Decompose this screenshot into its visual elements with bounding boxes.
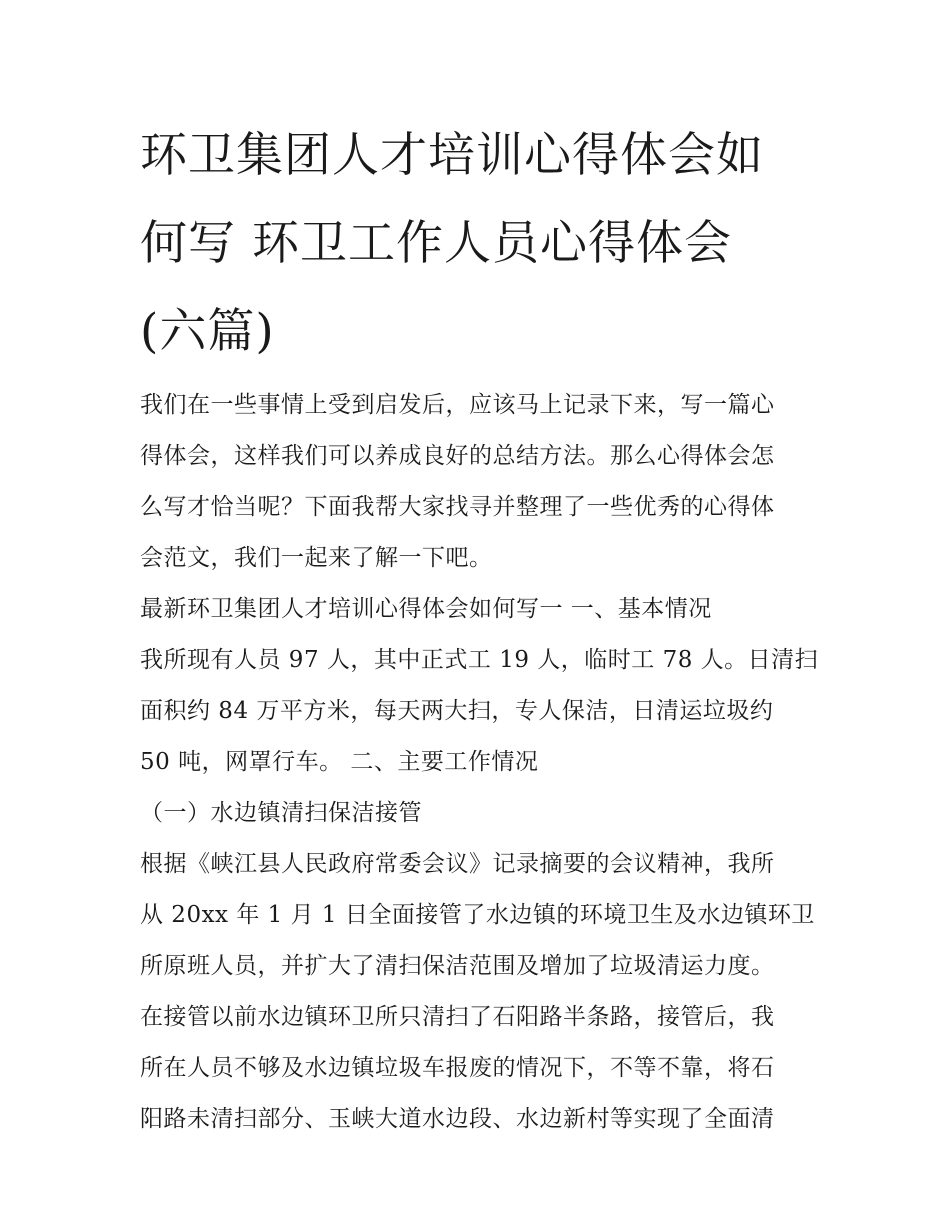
text-line: 面积约 84 万平方米，每天两大扫，专人保洁，日清运垃圾约	[140, 698, 774, 724]
subsection-heading	[140, 788, 820, 839]
text-line: 最新环卫集团人才培训心得体会如何写一 一、基本情况	[140, 596, 712, 622]
text-line: 我所现有人员 97 人，其中正式工 19 人，临时工 78 人。日清扫	[140, 647, 819, 673]
takeover-paragraph	[140, 839, 820, 1145]
text-line: 所在人员不够及水边镇垃圾车报废的情况下，不等不靠，将石	[140, 1055, 775, 1081]
text-line: 会范文，我们一起来了解一下吧。	[140, 545, 493, 571]
text-line: 阳路未清扫部分、玉峡大道水边段、水边新村等实现了全面清	[140, 1106, 775, 1132]
section-heading	[140, 584, 820, 635]
text-line: 在接管以前水边镇环卫所只清扫了石阳路半条路，接管后，我	[140, 1004, 775, 1030]
text-line: 所原班人员，并扩大了清扫保洁范围及增加了垃圾清运力度。	[140, 953, 775, 979]
text-line: 得体会，这样我们可以养成良好的总结方法。那么心得体会怎	[140, 443, 775, 469]
text-line: （一）水边镇清扫保洁接管	[140, 800, 422, 826]
text-line: 我们在一些事情上受到启发后，应该马上记录下来，写一篇心	[140, 392, 775, 418]
text-line: 么写才恰当呢？下面我帮大家找寻并整理了一些优秀的心得体	[140, 494, 775, 520]
text-line: 50 吨，网罩行车。 二、主要工作情况	[140, 749, 539, 775]
document-body	[140, 380, 820, 1145]
title-line: (六篇)	[140, 304, 275, 359]
intro-paragraph	[140, 380, 820, 584]
staff-paragraph	[140, 635, 820, 788]
title-line: 何写 环卫工作人员心得体会	[140, 216, 732, 271]
text-line: 从 20xx 年 1 月 1 日全面接管了水边镇的环境卫生及水边镇环卫	[140, 902, 815, 928]
title-line: 环卫集团人才培训心得体会如	[140, 128, 764, 183]
document-page	[140, 112, 820, 1145]
text-line: 根据《峡江县人民政府常委会议》记录摘要的会议精神，我所	[140, 851, 775, 877]
document-title	[140, 112, 820, 376]
